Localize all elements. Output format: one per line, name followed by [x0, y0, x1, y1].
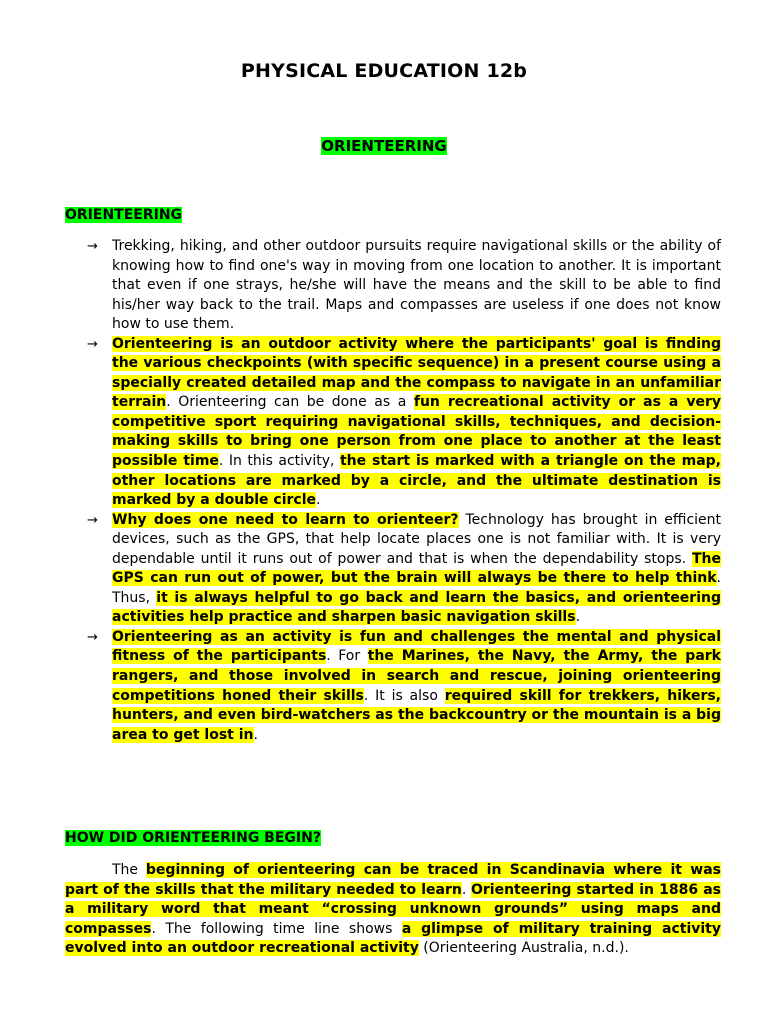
highlighted-text: it is always helpful to go back and learn the basics, and orienteering activities help practice and sharpen basic navigation skills — [112, 589, 721, 626]
highlighted-text: Why does one need to learn to orienteer? — [112, 511, 459, 528]
section-heading-history-text: HOW DID ORIENTEERING BEGIN? — [65, 830, 321, 846]
arrow-bullet-icon: → — [87, 512, 98, 528]
centered-heading-text: ORIENTEERING — [321, 137, 447, 155]
body-text: The — [112, 862, 146, 878]
arrow-bullet-icon: → — [87, 336, 98, 352]
body-text: (Orienteering Australia, n.d.). — [418, 940, 629, 957]
highlighted-text: The GPS can run out of power, but the brain will always be there to help think — [112, 550, 721, 587]
bullet-item — [65, 237, 721, 335]
section-heading-history — [65, 829, 321, 847]
section-heading-orienteering-text: ORIENTEERING — [65, 207, 183, 223]
centered-heading — [0, 137, 768, 156]
body-text: . — [253, 726, 258, 743]
body-text: . In this activity, — [218, 453, 340, 470]
highlighted-text: the start is marked with a triangle on the map, other locations are marked by a circle, and the ultimate destination is marked by a double circle — [112, 453, 721, 509]
section-heading-orienteering — [65, 206, 182, 224]
highlighted-text: fun recreational activity or as a very competitive sport requiring navigational skills, techniques, and decision-making skills to bring one person from one place to another at the least possible time — [112, 394, 721, 470]
highlighted-text: the Marines, the Navy, the Army, the park rangers, and those involved in search and rescue, joining orienteering competitions honed their skills — [112, 648, 721, 704]
highlighted-text: Orienteering as an activity is fun and challenges the mental and physical fitness of the participants — [112, 628, 721, 665]
bullet-item — [65, 511, 721, 628]
bullet-item — [65, 628, 721, 745]
bullet-item — [65, 335, 721, 511]
highlighted-text: a glimpse of military training activity evolved into an outdoor recreational activity — [65, 920, 721, 957]
arrow-bullet-icon: → — [87, 629, 98, 645]
highlighted-text: beginning of orienteering can be traced in Scandinavia where it was part of the skills that the military needed to learn — [65, 862, 721, 898]
body-text: . The following time line shows — [151, 920, 402, 937]
highlighted-text: Orienteering is an outdoor activity where the participants' goal is finding the various checkpoints (with specific sequence) in a present course using a specially created detailed map and the compass to navigate in an unfamiliar terrain — [112, 335, 721, 411]
body-text: . Orienteering can be done as a — [166, 394, 414, 411]
highlighted-text: Orienteering started in 1886 as a military word that meant “crossing unknown grounds” using maps and compasses — [65, 881, 721, 937]
highlighted-text: required skill for trekkers, hikers, hunters, and even bird-watchers as the backcountry or the mountain is a big area to get lost in — [112, 687, 722, 743]
body-text: . — [316, 492, 321, 509]
body-text: . For — [326, 648, 368, 665]
body-text: Technology has brought in efficient devices, such as the GPS, that help locate places one is not familiar with. It is very dependable until it runs out of power and that is when the dependability stops. — [112, 511, 722, 567]
body-text: . — [461, 881, 471, 898]
document-title: PHYSICAL EDUCATION 12b — [240, 60, 528, 82]
arrow-bullet-icon: → — [87, 239, 98, 254]
bullet-list — [65, 237, 721, 745]
history-paragraph — [65, 861, 721, 959]
body-text: . Thus, — [112, 570, 721, 606]
bullet-text: Trekking, hiking, and other outdoor pursuits require navigational skills or the ability of knowing how to find one's way in moving from one location to another. It is important that even if one strays, he/she will have the means and the skill to be able to find his/her way back to the trail. Maps and compasses are useless if one does not know how to use them. — [112, 238, 721, 333]
body-text: . It is also — [363, 687, 445, 704]
body-text: . — [575, 609, 581, 626]
